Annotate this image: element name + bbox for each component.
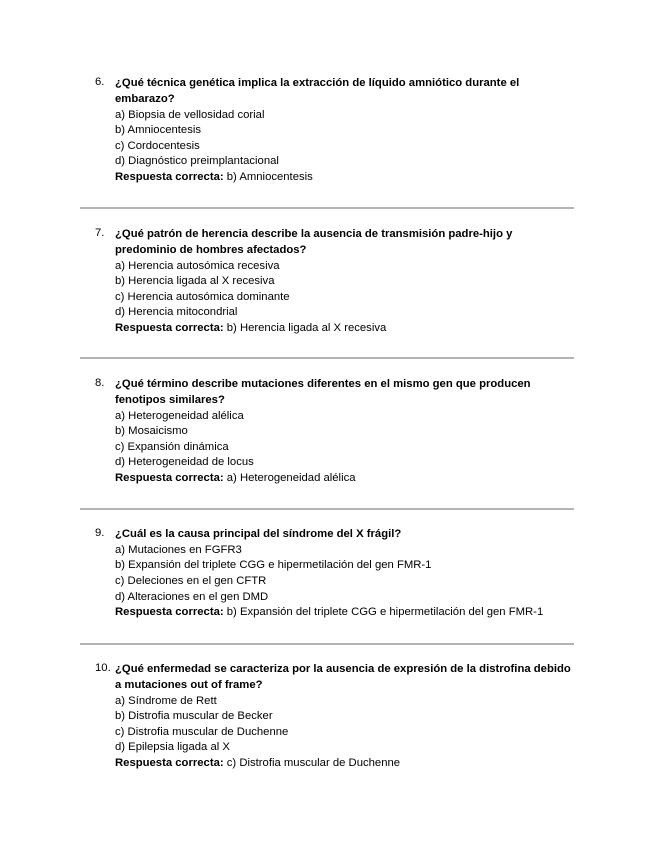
answer-value: c) Distrofia muscular de Duchenne xyxy=(226,756,401,769)
answer-value: a) Heterogeneidad alélica xyxy=(226,471,356,484)
question-block xyxy=(95,227,575,337)
question-block xyxy=(95,76,575,186)
option-c: c) Deleciones en el gen CFTR xyxy=(115,574,267,587)
answer-value: b) Herencia ligada al X recesiva xyxy=(226,321,387,334)
question-number: 6. xyxy=(95,76,105,88)
question-number: 10. xyxy=(95,662,111,674)
correct-answer xyxy=(115,756,575,772)
option-b: b) Amniocentesis xyxy=(115,124,202,137)
question-text: ¿Qué enfermedad se caracteriza por la ausencia de expresión de la distrofina debido a mutaciones out of frame? xyxy=(115,663,571,691)
option-a: a) Mutaciones en FGFR3 xyxy=(115,543,242,556)
option-b: b) Herencia ligada al X recesiva xyxy=(115,275,275,288)
question-number: 8. xyxy=(95,377,105,389)
correct-answer xyxy=(115,471,575,487)
divider xyxy=(80,508,574,510)
answer-label: Respuesta correcta: xyxy=(115,170,224,183)
option-d: d) Herencia mitocondrial xyxy=(115,306,238,319)
question-text: ¿Cuál es la causa principal del síndrome del X frágil? xyxy=(115,528,402,540)
option-d: d) Epilepsia ligada al X xyxy=(115,741,230,754)
option-c: c) Expansión dinámica xyxy=(115,440,229,453)
option-a: a) Biopsia de vellosidad corial xyxy=(115,108,265,121)
answer-value: b) Expansión del triplete CGG e hipermetilación del gen FMR-1 xyxy=(226,606,544,619)
answer-label: Respuesta correcta: xyxy=(115,471,224,484)
option-b: b) Mosaicismo xyxy=(115,425,188,438)
question-text: ¿Qué término describe mutaciones diferentes en el mismo gen que producen fenotipos similares? xyxy=(115,378,531,406)
answer-label: Respuesta correcta: xyxy=(115,606,224,619)
divider xyxy=(80,207,574,209)
option-b: b) Expansión del triplete CGG e hipermetilación del gen FMR-1 xyxy=(115,559,432,572)
question-block xyxy=(95,377,575,487)
question-text: ¿Qué patrón de herencia describe la ausencia de transmisión padre-hijo y predominio de hombres afectados? xyxy=(115,228,513,256)
question-block xyxy=(95,527,595,621)
option-d: d) Diagnóstico preimplantacional xyxy=(115,155,279,168)
option-d: d) Heterogeneidad de locus xyxy=(115,456,254,469)
divider xyxy=(80,357,574,359)
option-a: a) Heterogeneidad alélica xyxy=(115,409,244,422)
correct-answer xyxy=(115,170,575,186)
question-number: 9. xyxy=(95,527,105,539)
answer-label: Respuesta correcta: xyxy=(115,756,224,769)
question-number: 7. xyxy=(95,227,105,239)
option-c: c) Herencia autosómica dominante xyxy=(115,290,290,303)
option-c: c) Cordocentesis xyxy=(115,139,200,152)
option-b: b) Distrofia muscular de Becker xyxy=(115,710,273,723)
answer-label: Respuesta correcta: xyxy=(115,321,224,334)
question-text: ¿Qué técnica genética implica la extracción de líquido amniótico durante el embarazo? xyxy=(115,77,520,105)
correct-answer xyxy=(115,321,575,337)
answer-value: b) Amniocentesis xyxy=(226,170,313,183)
option-c: c) Distrofia muscular de Duchenne xyxy=(115,725,289,738)
question-block xyxy=(95,662,575,772)
option-d: d) Alteraciones en el gen DMD xyxy=(115,590,269,603)
option-a: a) Síndrome de Rett xyxy=(115,694,217,707)
correct-answer xyxy=(115,605,595,621)
divider xyxy=(80,643,574,645)
option-a: a) Herencia autosómica recesiva xyxy=(115,259,280,272)
